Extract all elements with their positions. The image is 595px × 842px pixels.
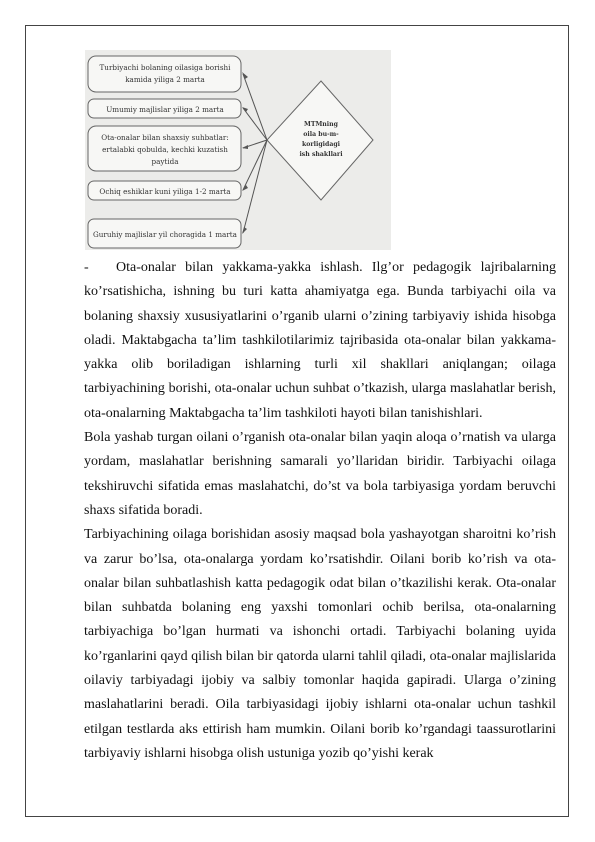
box-text: ertalabki qobulda, kechki kuzatish [102,145,228,154]
list-dash: - [84,260,89,275]
paragraph-text: Tarbiyachining oilaga borishidan asosiy maqsad bola yashayotgan sharoitni ko’rish va zarur bo’lsa, ota-onalarga yordam ko’rsatishdir. Oilani borib ko’rish va ota-onalar bilan suhbatlashish katta pedagogik odat bilan o’tkazilishi kerak. Ota-onalar bilan suhbatda bolaning eng yaxshi tomonlari ochib berilsa, ota-onalarning tarbiyachiga bo’lgan hurmati va ishonchi ortadi. Tarbiyachi bolaning uyida ko’rganlarini qayd qilish bilan bir qatorda ularni tahlil qiladi, ota-onalar majlislarida oilaviy tarbiyadagi ijobiy va salbiy tomonlar haqida gapiradi. Ularga o’zining maslahatlarini beradi. Oila tarbiyasidagi ijobiy ishlarni ota-onalar uchun tashkil etilgan testlarda aks ettirish ham mumkin. Oilani borib ko’rgandagi taassurotlarini tarbiyaviy ishlarni hisobga olish ustuniga yozib qo’yishi kerak [84,527,556,761]
paragraph [84,256,556,426]
box-text: Ochiq eshiklar kuni yiliga 1-2 marta [99,187,231,196]
arrowhead [242,227,247,234]
diagram-figure [85,50,391,250]
body-text [84,256,556,766]
box-text: kamida yiliga 2 marta [125,75,205,84]
paragraph [84,523,556,766]
arrowhead [242,72,248,79]
box-text: Turbiyachi bolaning oilasiga borishi [99,63,231,72]
box-text: Guruhiy majlislar yil choragida 1 marta [93,230,237,239]
paragraph [84,426,556,523]
box-text: Ota-onalar bilan shaxsiy suhbatlar: [101,133,229,142]
box-text: Umumiy majlislar yiliga 2 marta [106,105,224,114]
box-family-visits [88,56,241,92]
diamond-text: korligidagi [301,141,341,148]
arrowhead [242,145,248,149]
arrow-line [243,74,267,140]
box-text: paytida [151,157,179,166]
diamond-text: MTMning [304,121,338,128]
paragraph-text: Ota-onalar bilan yakkama-yakka ishlash. Ilg’or pedagogik lajribalarning ko’rsatishicha, ishning bu turi katta ahamiyatga ega. Bunda tarbiyachi oila va bolaning shaxsiy xususiyatlarini o’rganib ularni o’zining tarbiyaviy ishida hisobga oladi. Maktabgacha ta’lim tashkilotilarimiz tajribasida ota-onalar bilan yakkama-yakka olib boriladigan ishlarning turli xil shakllari aniqlangan; oilaga tarbiyachining borishi, ota-onalar uchun suhbat o’tkazish, ularga maslahatlar berish, ota-onalarning Maktabgacha ta’lim tashkiloti hayoti bilan tanishishlari. [84,260,556,421]
diamond-text: oila bu-m- [303,131,339,138]
paragraph-text: Bola yashab turgan oilani o’rganish ota-onalar bilan yaqin aloqa o’rnatish va ularga yordam, maslahatlar berishning samarali yo’llaridan biridir. Tarbiyachi oilaga tekshiruvchi sifatida emas maslahatchi, do’st va bola tarbiyasiga yordam beruvchi shaxs sifatida boradi. [84,430,556,518]
diamond-text: ish shakllari [299,151,343,158]
arrow-line [243,108,267,140]
diagram-svg [85,50,391,250]
